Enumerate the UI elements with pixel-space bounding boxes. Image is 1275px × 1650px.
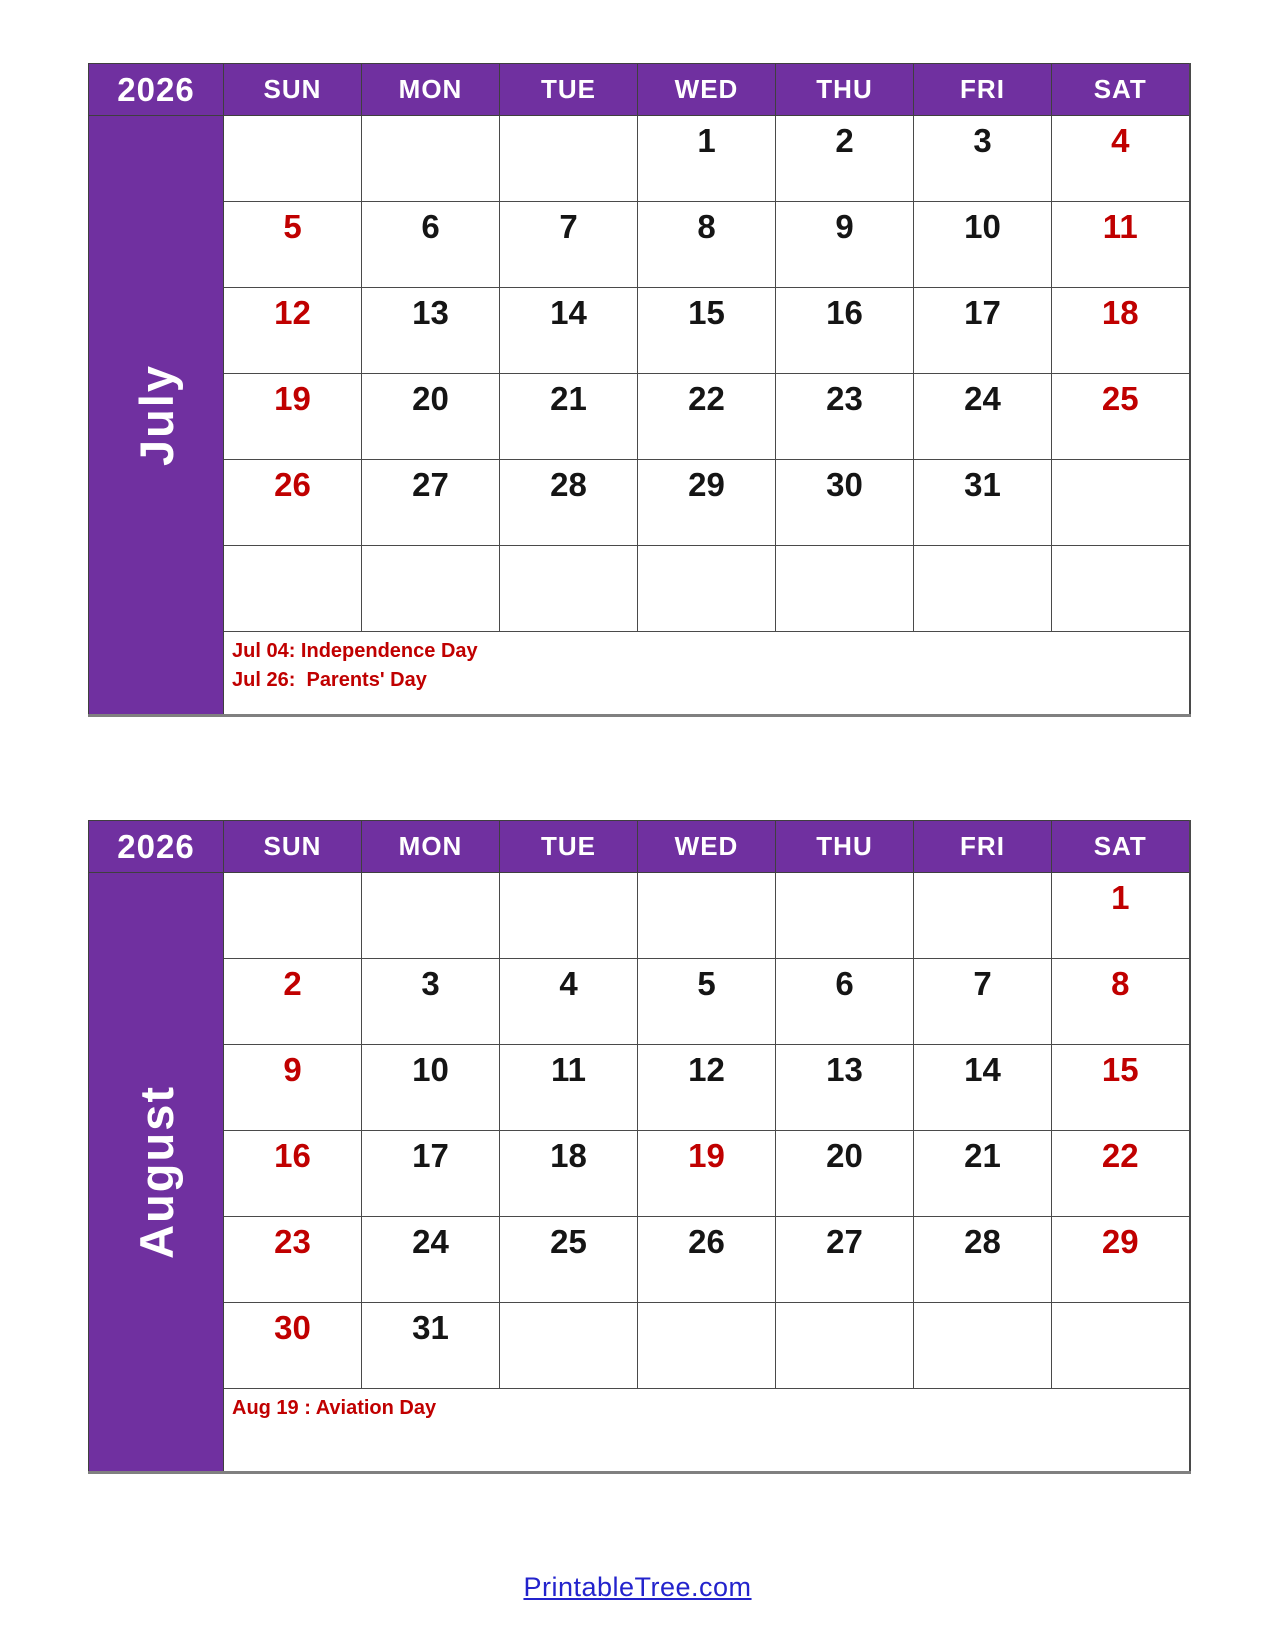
day-cell: 24 — [914, 374, 1052, 460]
day-cell — [914, 873, 1052, 959]
weekday-header-thu: THU — [776, 64, 914, 116]
day-cell: 18 — [500, 1131, 638, 1217]
day-cell: 19 — [224, 374, 362, 460]
day-cell: 10 — [914, 202, 1052, 288]
day-cell: 7 — [914, 959, 1052, 1045]
week-row — [89, 374, 1190, 460]
weekday-header-wed: WED — [638, 64, 776, 116]
month-name: July — [129, 363, 183, 467]
day-cell: 31 — [914, 460, 1052, 546]
day-cell: 9 — [776, 202, 914, 288]
month-sidebar — [89, 116, 224, 716]
weekday-header-tue: TUE — [500, 64, 638, 116]
year-label: 2026 — [89, 821, 224, 873]
day-cell: 24 — [362, 1217, 500, 1303]
footer-link[interactable]: PrintableTree.com — [523, 1572, 752, 1602]
day-cell: 5 — [224, 202, 362, 288]
day-cell: 8 — [1052, 959, 1190, 1045]
day-cell: 27 — [776, 1217, 914, 1303]
day-cell: 5 — [638, 959, 776, 1045]
day-cell: 6 — [362, 202, 500, 288]
week-row — [89, 546, 1190, 632]
footer — [0, 1572, 1275, 1603]
holiday-line: Jul 26: Parents' Day — [232, 669, 427, 691]
week-row — [89, 116, 1190, 202]
day-cell: 2 — [224, 959, 362, 1045]
day-cell: 20 — [362, 374, 500, 460]
day-cell — [914, 546, 1052, 632]
day-cell: 13 — [362, 288, 500, 374]
day-cell: 21 — [914, 1131, 1052, 1217]
day-cell: 21 — [500, 374, 638, 460]
day-cell: 29 — [1052, 1217, 1190, 1303]
day-cell — [776, 1303, 914, 1389]
weekday-header-tue: TUE — [500, 821, 638, 873]
holiday-line: Jul 04: Independence Day — [232, 640, 478, 662]
day-cell: 23 — [776, 374, 914, 460]
day-cell: 26 — [638, 1217, 776, 1303]
day-cell — [914, 1303, 1052, 1389]
week-row — [89, 873, 1190, 959]
week-row — [89, 202, 1190, 288]
weekday-header-fri: FRI — [914, 821, 1052, 873]
day-cell: 25 — [1052, 374, 1190, 460]
holiday-line: Aug 19 : Aviation Day — [232, 1397, 437, 1419]
day-cell — [776, 546, 914, 632]
day-cell: 9 — [224, 1045, 362, 1131]
weekday-header-row — [89, 64, 1190, 116]
day-cell: 15 — [638, 288, 776, 374]
month-name: August — [129, 1085, 183, 1259]
day-cell: 6 — [776, 959, 914, 1045]
weekday-header-fri: FRI — [914, 64, 1052, 116]
day-cell: 12 — [224, 288, 362, 374]
day-cell: 30 — [776, 460, 914, 546]
year-label: 2026 — [89, 64, 224, 116]
week-row — [89, 1045, 1190, 1131]
day-cell: 3 — [914, 116, 1052, 202]
day-cell: 19 — [638, 1131, 776, 1217]
day-cell: 27 — [362, 460, 500, 546]
day-cell — [1052, 546, 1190, 632]
weekday-header-sat: SAT — [1052, 821, 1190, 873]
holiday-note — [224, 1389, 1190, 1473]
day-cell: 16 — [224, 1131, 362, 1217]
week-row — [89, 1131, 1190, 1217]
day-cell: 26 — [224, 460, 362, 546]
holiday-note — [224, 632, 1190, 716]
day-cell — [500, 873, 638, 959]
calendar-august — [88, 820, 1191, 1474]
week-row — [89, 460, 1190, 546]
month-sidebar — [89, 873, 224, 1473]
day-cell — [638, 873, 776, 959]
day-cell — [1052, 1303, 1190, 1389]
day-cell — [224, 546, 362, 632]
day-cell: 22 — [638, 374, 776, 460]
day-cell: 17 — [362, 1131, 500, 1217]
weekday-header-mon: MON — [362, 821, 500, 873]
day-cell: 11 — [500, 1045, 638, 1131]
day-cell: 30 — [224, 1303, 362, 1389]
day-cell: 4 — [500, 959, 638, 1045]
weekday-header-sun: SUN — [224, 64, 362, 116]
day-cell: 28 — [500, 460, 638, 546]
day-cell: 1 — [1052, 873, 1190, 959]
day-cell — [362, 546, 500, 632]
day-cell: 14 — [914, 1045, 1052, 1131]
day-cell: 29 — [638, 460, 776, 546]
weekday-header-mon: MON — [362, 64, 500, 116]
calendar-july — [88, 63, 1191, 717]
day-cell: 28 — [914, 1217, 1052, 1303]
day-cell: 12 — [638, 1045, 776, 1131]
week-row — [89, 959, 1190, 1045]
day-cell: 22 — [1052, 1131, 1190, 1217]
holiday-row — [89, 632, 1190, 716]
day-cell: 14 — [500, 288, 638, 374]
weekday-header-thu: THU — [776, 821, 914, 873]
week-row — [89, 288, 1190, 374]
day-cell — [776, 873, 914, 959]
day-cell: 7 — [500, 202, 638, 288]
day-cell — [224, 873, 362, 959]
day-cell: 4 — [1052, 116, 1190, 202]
day-cell: 18 — [1052, 288, 1190, 374]
day-cell: 15 — [1052, 1045, 1190, 1131]
holiday-row — [89, 1389, 1190, 1473]
day-cell — [638, 546, 776, 632]
day-cell: 23 — [224, 1217, 362, 1303]
day-cell: 20 — [776, 1131, 914, 1217]
day-cell: 31 — [362, 1303, 500, 1389]
weekday-header-row — [89, 821, 1190, 873]
day-cell: 11 — [1052, 202, 1190, 288]
day-cell: 17 — [914, 288, 1052, 374]
day-cell — [362, 116, 500, 202]
day-cell — [224, 116, 362, 202]
weekday-header-sun: SUN — [224, 821, 362, 873]
day-cell — [1052, 460, 1190, 546]
day-cell — [362, 873, 500, 959]
weekday-header-sat: SAT — [1052, 64, 1190, 116]
week-row — [89, 1217, 1190, 1303]
day-cell — [500, 116, 638, 202]
day-cell — [500, 546, 638, 632]
day-cell: 25 — [500, 1217, 638, 1303]
day-cell: 16 — [776, 288, 914, 374]
day-cell — [500, 1303, 638, 1389]
day-cell: 2 — [776, 116, 914, 202]
week-row — [89, 1303, 1190, 1389]
day-cell — [638, 1303, 776, 1389]
day-cell: 1 — [638, 116, 776, 202]
weekday-header-wed: WED — [638, 821, 776, 873]
day-cell: 10 — [362, 1045, 500, 1131]
day-cell: 8 — [638, 202, 776, 288]
day-cell: 13 — [776, 1045, 914, 1131]
day-cell: 3 — [362, 959, 500, 1045]
